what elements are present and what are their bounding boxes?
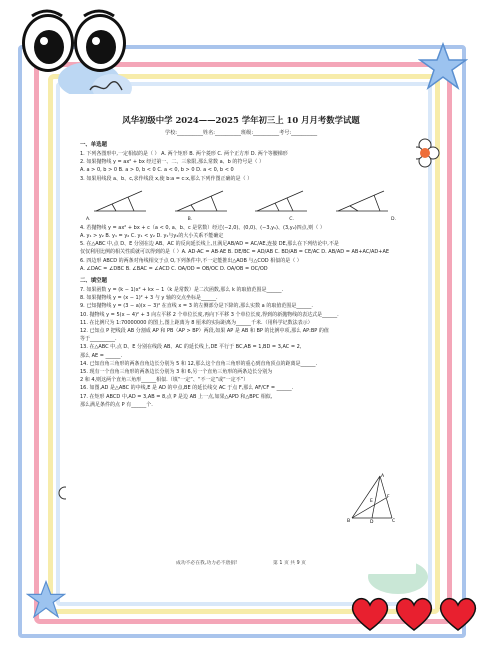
- eyebrow-right-icon: [82, 8, 116, 18]
- question-4-options: A. y₁ > y₂ B. y₁ = y₂ C. y₁ < y₂ D. y₁与y₂的大小关系不能确定: [80, 233, 224, 240]
- star-icon-bottom-left: [26, 580, 66, 620]
- figure-b: [171, 185, 231, 215]
- footer-motto: 成功不必在我,功力必不唐捐!: [176, 561, 238, 566]
- question-5: 5. 在△ABC 中,点 D、E 分别在边 AB、AC 的反向延长线上,且满足AB/AD = AC/AE,连接 DE,那么在下列结论中,不是: [80, 241, 339, 248]
- tri-label-b: B: [347, 519, 351, 524]
- question-3-figures: [80, 185, 402, 215]
- question-16-triangle-figure: [346, 472, 398, 524]
- question-12-cont: 等于__________.: [80, 336, 117, 343]
- question-17: 17. 在矩形 ABCD 中,AD = 3,AB = 8,点 P 是边 AB 上一点,如果△APD 和△BPC 相似,: [80, 393, 273, 400]
- heart-icon-3: [438, 596, 478, 632]
- eyebrow-left-icon: [30, 8, 64, 18]
- tri-label-d: D: [370, 520, 374, 524]
- question-17-cont: 那么满足条件的点 P 有______个.: [80, 401, 153, 408]
- footer-page-number: 第 1 页 共 9 页: [273, 561, 306, 566]
- question-7: 7. 如果函数 y = (k − 1)x² + kx − 1（k 是常数）是二次函数,那么 k 的取值范围是______.: [80, 287, 284, 294]
- exam-paper: [66, 94, 416, 574]
- figure-label-c: C.: [289, 216, 294, 222]
- question-13-cont: 那么 AE = ______.: [80, 352, 123, 359]
- figure-c: [251, 185, 311, 215]
- question-14: 14. 已知直角三角形的两条直角边长分别为 5 和 12,那么这个直角三角形的重心到直角顶点的距离是______.: [80, 360, 318, 367]
- page-footer: [66, 559, 416, 566]
- question-9: 9. 已知抛物线 y = (3 − a)(x − 3)² 在直线 x = 3 的左侧部分是下降的,那么实数 a 的取值范围是______.: [80, 303, 313, 310]
- question-3: 3. 如果用线段 a、b、c,求作线段 x,使 b:a = c:x,那么下列作图正确的是（ ）: [80, 175, 253, 182]
- figure-label-b: B.: [187, 216, 193, 222]
- question-10: 10. 抛物线 y = 5(x − 4)² + 3 向左平移 2 个单位长度,再向下平移 3 个单位长度,得到的新抛物线的表达式是______.: [80, 311, 339, 318]
- student-info-line: 学校:__________姓名:__________班级:__________考号:__________: [164, 130, 318, 136]
- heart-icon-2: [394, 596, 434, 632]
- question-15: 15. 现有一个直角三角形的两条边长分别为 3 和 6,另一个直角三角形的两条边长分别为: [80, 369, 273, 376]
- exam-title: 风华初级中学 2024——2025 学年初三上 10 月月考数学试题: [122, 115, 360, 125]
- question-6: 6. 四边形 ABCD 的两条对角线相交于点 O,下列条件中,不一定能推出△AOB 与△COD 相似的是（ ）: [80, 257, 302, 264]
- question-8: 8. 如果抛物线 y = (x − 1)² + 3 与 y 轴的交点坐标是______.: [80, 295, 218, 302]
- question-2: 2. 如果抛物线 y = ax² + bx 经过第一、二、三象限,那么常数 a、b 的符号是（ ）: [80, 159, 264, 166]
- figure-a: [90, 185, 150, 215]
- question-4: 4. 若抛物线 y = ax² + bx + c（a < 0, a、b、c 是常数）经过(−2,0)、(0,0)、(−3,y₁)、(3,y₂)四点,则（ ）: [80, 224, 325, 231]
- question-13: 13. 在△ABC 中,点 D、E 分别在线段 AB、AC 的延长线上,DE 平行于 BC,AB = 1,BD = 3,AC = 2,: [80, 344, 302, 351]
- question-2-options: A. a > 0, b > 0 B. a > 0, b < 0 C. a < 0, b > 0 D. a < 0, b < 0: [80, 167, 234, 174]
- left-pupil-icon: [34, 30, 64, 64]
- question-5-cont: 仅仅利用比例的相关性质就可以得到的是（ ）A. AD·AC = AB·AE B. DE/BC = AD/AB C. BD/AB = CE/AC D. AB/AD = AB+AC/AD+AE: [80, 249, 390, 256]
- tri-label-a: A: [381, 474, 385, 479]
- heart-icon-1: [350, 596, 390, 632]
- figure-label-a: A.: [86, 216, 91, 222]
- figure-label-d: D.: [390, 216, 396, 222]
- question-6-options: A. ∠DAC = ∠DBC B. ∠BAC = ∠ACD C. OA/OD = OB/OC D. OA/OB = OC/OD: [80, 265, 268, 272]
- tri-label-c: C: [392, 519, 396, 524]
- left-eye-glint: [40, 37, 48, 45]
- right-pupil-icon: [86, 30, 116, 64]
- section-single-choice: 一、单选题: [80, 142, 107, 148]
- question-16: 16. 如图,AD 是△ABC 的中线,E 是 AD 的中点,BE 的延长线交 AC 于点 F,那么 AF/CF = ______.: [80, 385, 294, 392]
- question-15-cont: 2 和 4,则这两个直角三角形______相似.（填“一定”、“不一定”或“一定不”）: [80, 377, 249, 384]
- question-11: 11. 在比例尺为 1:70000000 的图上,图上距离为 8 厘米的实际距离为______千米.（用科学记数法表示）: [80, 319, 313, 326]
- star-icon-top-right: [418, 42, 468, 92]
- tri-label-e: E: [370, 499, 373, 504]
- section-fill-blank: 二、填空题: [80, 278, 107, 285]
- question-12: 12. 已知点 P 把线段 AB 分割成 AP 和 PB（AP > BP）两段,如果 AP 是 AB 和 BP 的比例中项,那么 AP:BP 的值: [80, 328, 329, 335]
- right-eye-glint: [92, 37, 100, 45]
- figure-d: [332, 185, 392, 215]
- tri-label-f: F: [387, 495, 390, 500]
- question-1: 1. 下列各图形中,一定相似的是（ ） A. 两个矩形 B. 两个菱形 C. 两个正方形 D. 两个等腰梯形: [80, 151, 288, 157]
- question-3-figure-labels: [86, 217, 396, 222]
